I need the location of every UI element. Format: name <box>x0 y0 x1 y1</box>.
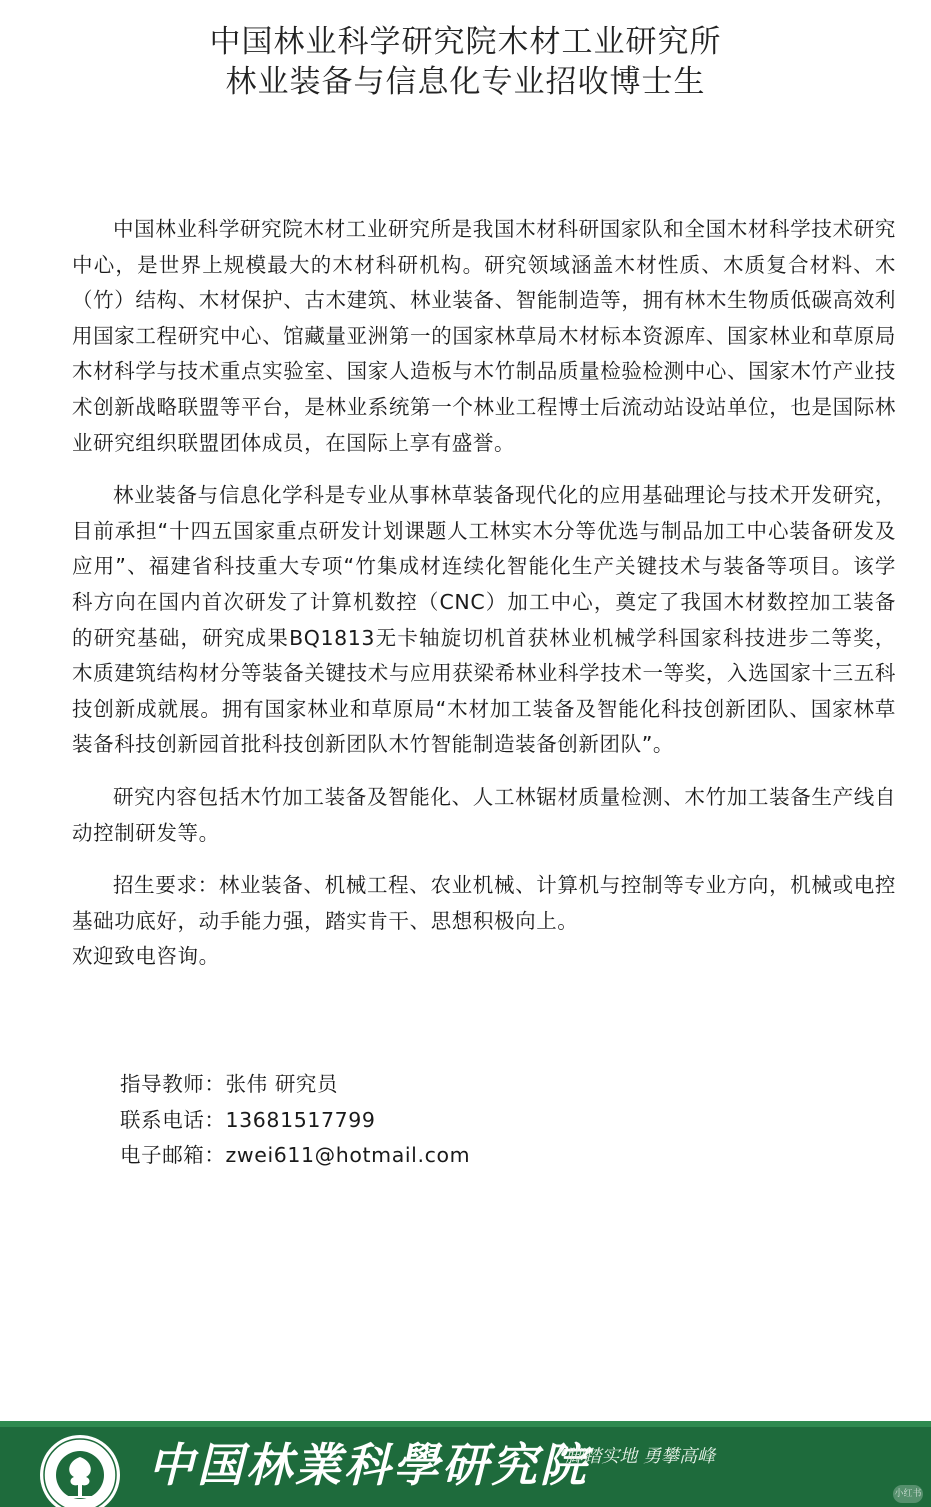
email-line: 电子邮箱：zwei611@hotmail.com <box>120 1143 471 1168</box>
watermark-badge: 小红书 <box>893 1485 923 1503</box>
welcome-text: 欢迎致电咨询。 <box>72 944 220 969</box>
paragraph-requirements: 招生要求：林业装备、机械工程、农业机械、计算机与控制等专业方向，机械或电控基础功底好，动手能力强，踏实肯干、思想积极向上。 <box>72 873 896 933</box>
academy-emblem-icon <box>38 1433 122 1507</box>
slogan-line-1: “脚踏实地 勇攀高峰 <box>556 1446 716 1467</box>
advisor-line: 指导教师：张伟 研究员 <box>120 1072 339 1096</box>
footer-banner <box>0 1421 931 1507</box>
title-line-2: 林业装备与信息化专业招收博士生 <box>225 64 706 100</box>
article-body <box>72 212 896 992</box>
title-line-1: 中国林业科学研究院木材工业研究所 <box>209 24 722 60</box>
contact-block <box>120 1067 470 1174</box>
paragraph-research-content: 研究内容包括木竹加工装备及智能化、人工林锯材质量检测、木竹加工装备生产线自动控制研发等。 <box>72 784 896 845</box>
paragraph-institute-intro: 中国林业科学研究院木材工业研究所是我国木材科研国家队和全国木材科学技术研究中心，是世界上规模最大的木材科研机构。研究领域涵盖木材性质、木质复合材料、木（竹）结构、木材保护、古木建筑、林业装备、智能制造等，拥有林木生物质低碳高效利用国家工程研究中心、馆藏量亚洲第一的国家林草局木材标本资源库、国家林业和草原局木材科学与技术重点实验室、国家人造板与木竹制品质量检验检测中心、国家木竹产业技术创新战略联盟等平台，是林业系统第一个林业工程博士后流动站设站单位，也是国际林业研究组织联盟团体成员，在国际上享有盛誉。 <box>72 217 896 455</box>
institution-name-calligraphy: 中国林業科學研究院 <box>148 1438 589 1492</box>
phone-line: 联系电话：13681517799 <box>120 1107 376 1132</box>
page-title <box>0 22 931 102</box>
paragraph-discipline-intro: 林业装备与信息化学科是专业从事林草装备现代化的应用基础理论与技术开发研究，目前承担“十四五国家重点研发计划课题人工林实木分等优选与制品加工中心装备研发及应用”、福建省科技重大专项“竹集成材连续化智能化生产关键技术与装备等项目。该学科方向在国内首次研发了计算机数控（CNC）加工中心，奠定了我国木材数控加工装备的研究基础，研究成果BQ1813无卡轴旋切机首获林业机械学科国家科技进步二等奖，木质建筑结构材分等装备关键技术与应用获梁希林业科学技术一等奖，入选国家十三五科技创新成就展。拥有国家林业和草原局“木材加工装备及智能化科技创新团队、国家林草装备科技创新园首批科技创新团队木竹智能制造装备创新团队”。 <box>72 483 896 757</box>
slogan <box>556 1443 715 1471</box>
